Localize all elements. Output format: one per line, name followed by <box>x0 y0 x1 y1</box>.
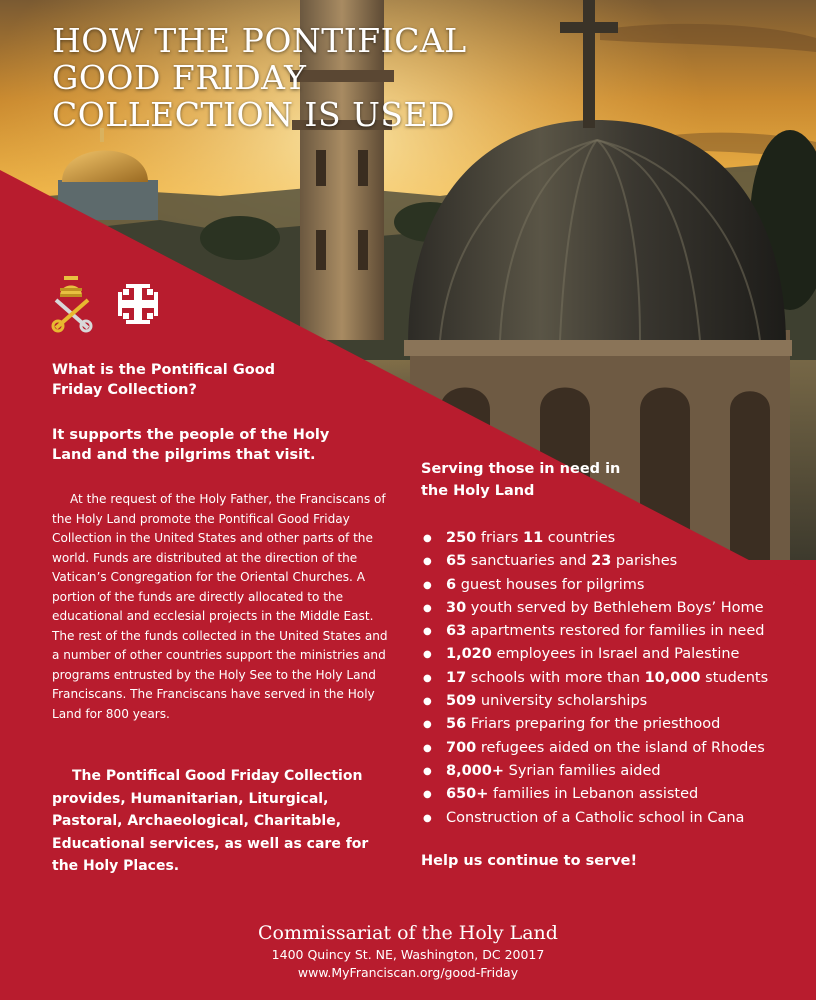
bullet-icon: ● <box>423 765 432 777</box>
services-paragraph: The Pontifical Good Friday Collection provides, Humanitarian, Liturgical, Pastoral, Archaeological, Charitable, Educational services, as well as care for the Holy Places. <box>52 768 369 874</box>
bullet-icon: ● <box>423 556 432 568</box>
bullet-icon: ● <box>423 789 432 801</box>
emblems <box>48 272 178 336</box>
bullet-icon: ● <box>423 579 432 591</box>
stat-item: ● 1,020 employees in Israel and Palestine <box>421 643 801 666</box>
papal-keys-emblem-icon <box>53 276 91 331</box>
intro-question: What is the Pontifical Good Friday Collection? <box>52 362 276 398</box>
stat-item: ● 509 university scholarships <box>421 690 801 713</box>
bullet-icon: ● <box>423 626 432 638</box>
stats-list <box>421 527 801 830</box>
website-link[interactable]: www.MyFranciscan.org/good-Friday <box>297 965 519 980</box>
call-to-action: Help us continue to serve! <box>421 853 638 869</box>
intro-tagline: It supports the people of the Holy Land and the pilgrims that visit. <box>52 427 330 463</box>
bullet-icon: ● <box>423 719 432 731</box>
stat-item: ● Construction of a Catholic school in Cana <box>421 807 801 830</box>
intro-paragraph: At the request of the Holy Father, the Franciscans of the Holy Land promote the Pontifical Good Friday Collection in the United States and other parts of the world. Funds are distributed at the direction of the Vatican’s Congregation for the Oriental Churches. A portion of the funds are directly allocated to the educational and ecclesial projects in the Middle East. The rest of the funds collected in the United States and a number of other countries support the ministries and programs entrusted by the Holy See to the Holy Land Franciscans. The Franciscans have served in the Holy Land for 800 years. <box>52 492 388 721</box>
stat-item: ● 56 Friars preparing for the priesthood <box>421 713 801 736</box>
stat-item: ● 700 refugees aided on the island of Rhodes <box>421 737 801 760</box>
stat-item: ● 17 schools with more than 10,000 students <box>421 667 801 690</box>
organization-name: Commissariat of the Holy Land <box>258 922 558 944</box>
bullet-icon: ● <box>423 602 432 614</box>
serving-heading: Serving those in need in the Holy Land <box>421 461 621 499</box>
footer <box>0 920 816 982</box>
bullet-icon: ● <box>423 649 432 661</box>
jerusalem-cross-icon <box>118 284 158 324</box>
stat-item: ● 63 apartments restored for families in need <box>421 620 801 643</box>
stat-item: ● 250 friars 11 countries <box>421 527 801 550</box>
stat-item: ● 65 sanctuaries and 23 parishes <box>421 550 801 573</box>
bullet-icon: ● <box>423 742 432 754</box>
address: 1400 Quincy St. NE, Washington, DC 20017 <box>271 947 545 962</box>
stat-item: ● 6 guest houses for pilgrims <box>421 574 801 597</box>
bullet-icon: ● <box>423 696 432 708</box>
bullet-icon: ● <box>423 672 432 684</box>
stat-item: ● 8,000+ Syrian families aided <box>421 760 801 783</box>
bullet-icon: ● <box>423 812 432 824</box>
stat-item: ● 30 youth served by Bethlehem Boys’ Home <box>421 597 801 620</box>
poster-title: HOW THE PONTIFICAL GOOD FRIDAY COLLECTION IS USED <box>52 21 467 134</box>
bullet-icon: ● <box>423 533 432 544</box>
stat-item: ● 650+ families in Lebanon assisted <box>421 783 801 806</box>
